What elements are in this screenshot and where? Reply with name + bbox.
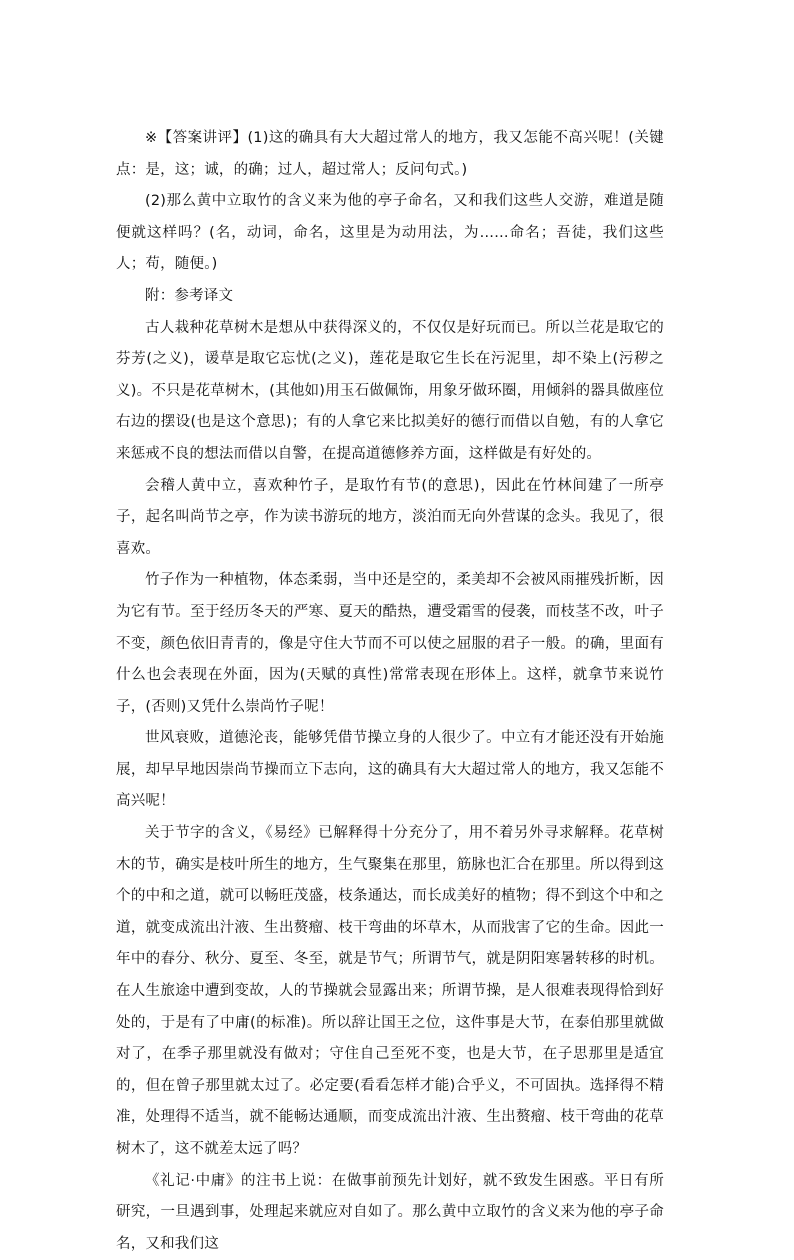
translation-paragraph: 世风衰败，道德沦丧，能够凭借节操立身的人很少了。中立有才能还没有开始施展，却早早地因崇尚节操而立下志向，这的确具有大大超过常人的地方，我又怎能不高兴呢！ <box>116 730 664 810</box>
answer-explanation-paragraph-2: (2)那么黄中立取竹的含义来为他的亭子命名，又和我们这些人交游，难道是随便就这样吗？(名，动词，命名，这里是为动用法，为……命名；吾徒，我们这些人；苟，随便。) <box>116 193 664 273</box>
document-body <box>116 123 664 1260</box>
translation-paragraph: 关于节字的含义，《易经》已解释得十分充分了，用不着另外寻求解释。花草树木的节，确实是枝叶所生的地方，生气聚集在那里，筋脉也汇合在那里。所以得到这个的中和之道，就可以畅旺茂盛，枝条通达，而长成美好的植物；得不到这个中和之道，就变成流出汁液、生出赘瘤、枝干弯曲的坏草木，从而戕害了它的生命。因此一年中的春分、秋分、夏至、冬至，就是节气；所谓节气，就是阴阳寒暑转移的时机。在人生旅途中遭到变故，人的节操就会显露出来；所谓节操，是人很难表现得恰到好处的，于是有了中庸(的标准)。所以辞让国王之位，这件事是大节，在泰伯那里就做对了，在季子那里就没有做对；守住自己至死不变，也是大节，在子思那里是适宜的，但在曾子那里就太过了。必定要(看看怎样才能)合乎义，不可固执。选择得不精准，处理得不适当，就不能畅达通顺，而变成流出汁液、生出赘瘤、枝干弯曲的花草树木了，这不就差太远了吗？ <box>116 825 664 1157</box>
translation-paragraph: 竹子作为一种植物，体态柔弱，当中还是空的，柔美却不会被风雨摧残折断，因为它有节。至于经历冬天的严寒、夏天的酷热，遭受霜雪的侵袭，而枝茎不改，叶子不变，颜色依旧青青的，像是守住大节而不可以使之屈服的君子一般。的确，里面有什么也会表现在外面，因为(天赋的真性)常常表现在形体上。这样，就拿节来说竹子，(否则)又凭什么崇尚竹子呢！ <box>116 572 664 715</box>
translation-paragraph: 古人栽种花草树木是想从中获得深义的，不仅仅是好玩而已。所以兰花是取它的芬芳(之义)，谖草是取它忘忧(之义)，莲花是取它生长在污泥里，却不染上(污秽之义)。不只是花草树木，(其他如)用玉石做佩饰，用象牙做环圈，用倾斜的器具做座位右边的摆设(也是这个意思)；有的人拿它来比拟美好的德行而借以自勉，有的人拿它来惩戒不良的想法而借以自警，在提高道德修养方面，这样做是有好处的。 <box>116 319 664 462</box>
translation-heading: 附：参考译文 <box>145 287 234 304</box>
translation-paragraph: 会稽人黄中立，喜欢种竹子，是取竹有节(的意思)，因此在竹林间建了一所亭子，起名叫尚节之亭，作为读书游玩的地方，淡泊而无向外营谋的念头。我见了，很喜欢。 <box>116 477 664 557</box>
answer-explanation-paragraph: ※【答案讲评】(1)这的确具有大大超过常人的地方，我又怎能不高兴呢！(关键点：是，这；诚，的确；过人，超过常人；反问句式。) <box>116 130 664 178</box>
translation-paragraph: 《礼记·中庸》的注书上说：在做事前预先计划好，就不致发生困惑。平日有所研究，一旦遇到事，处理起来就应对自如了。那么黄中立取竹的含义来为他的亭子命名，又和我们这 <box>116 1172 664 1252</box>
